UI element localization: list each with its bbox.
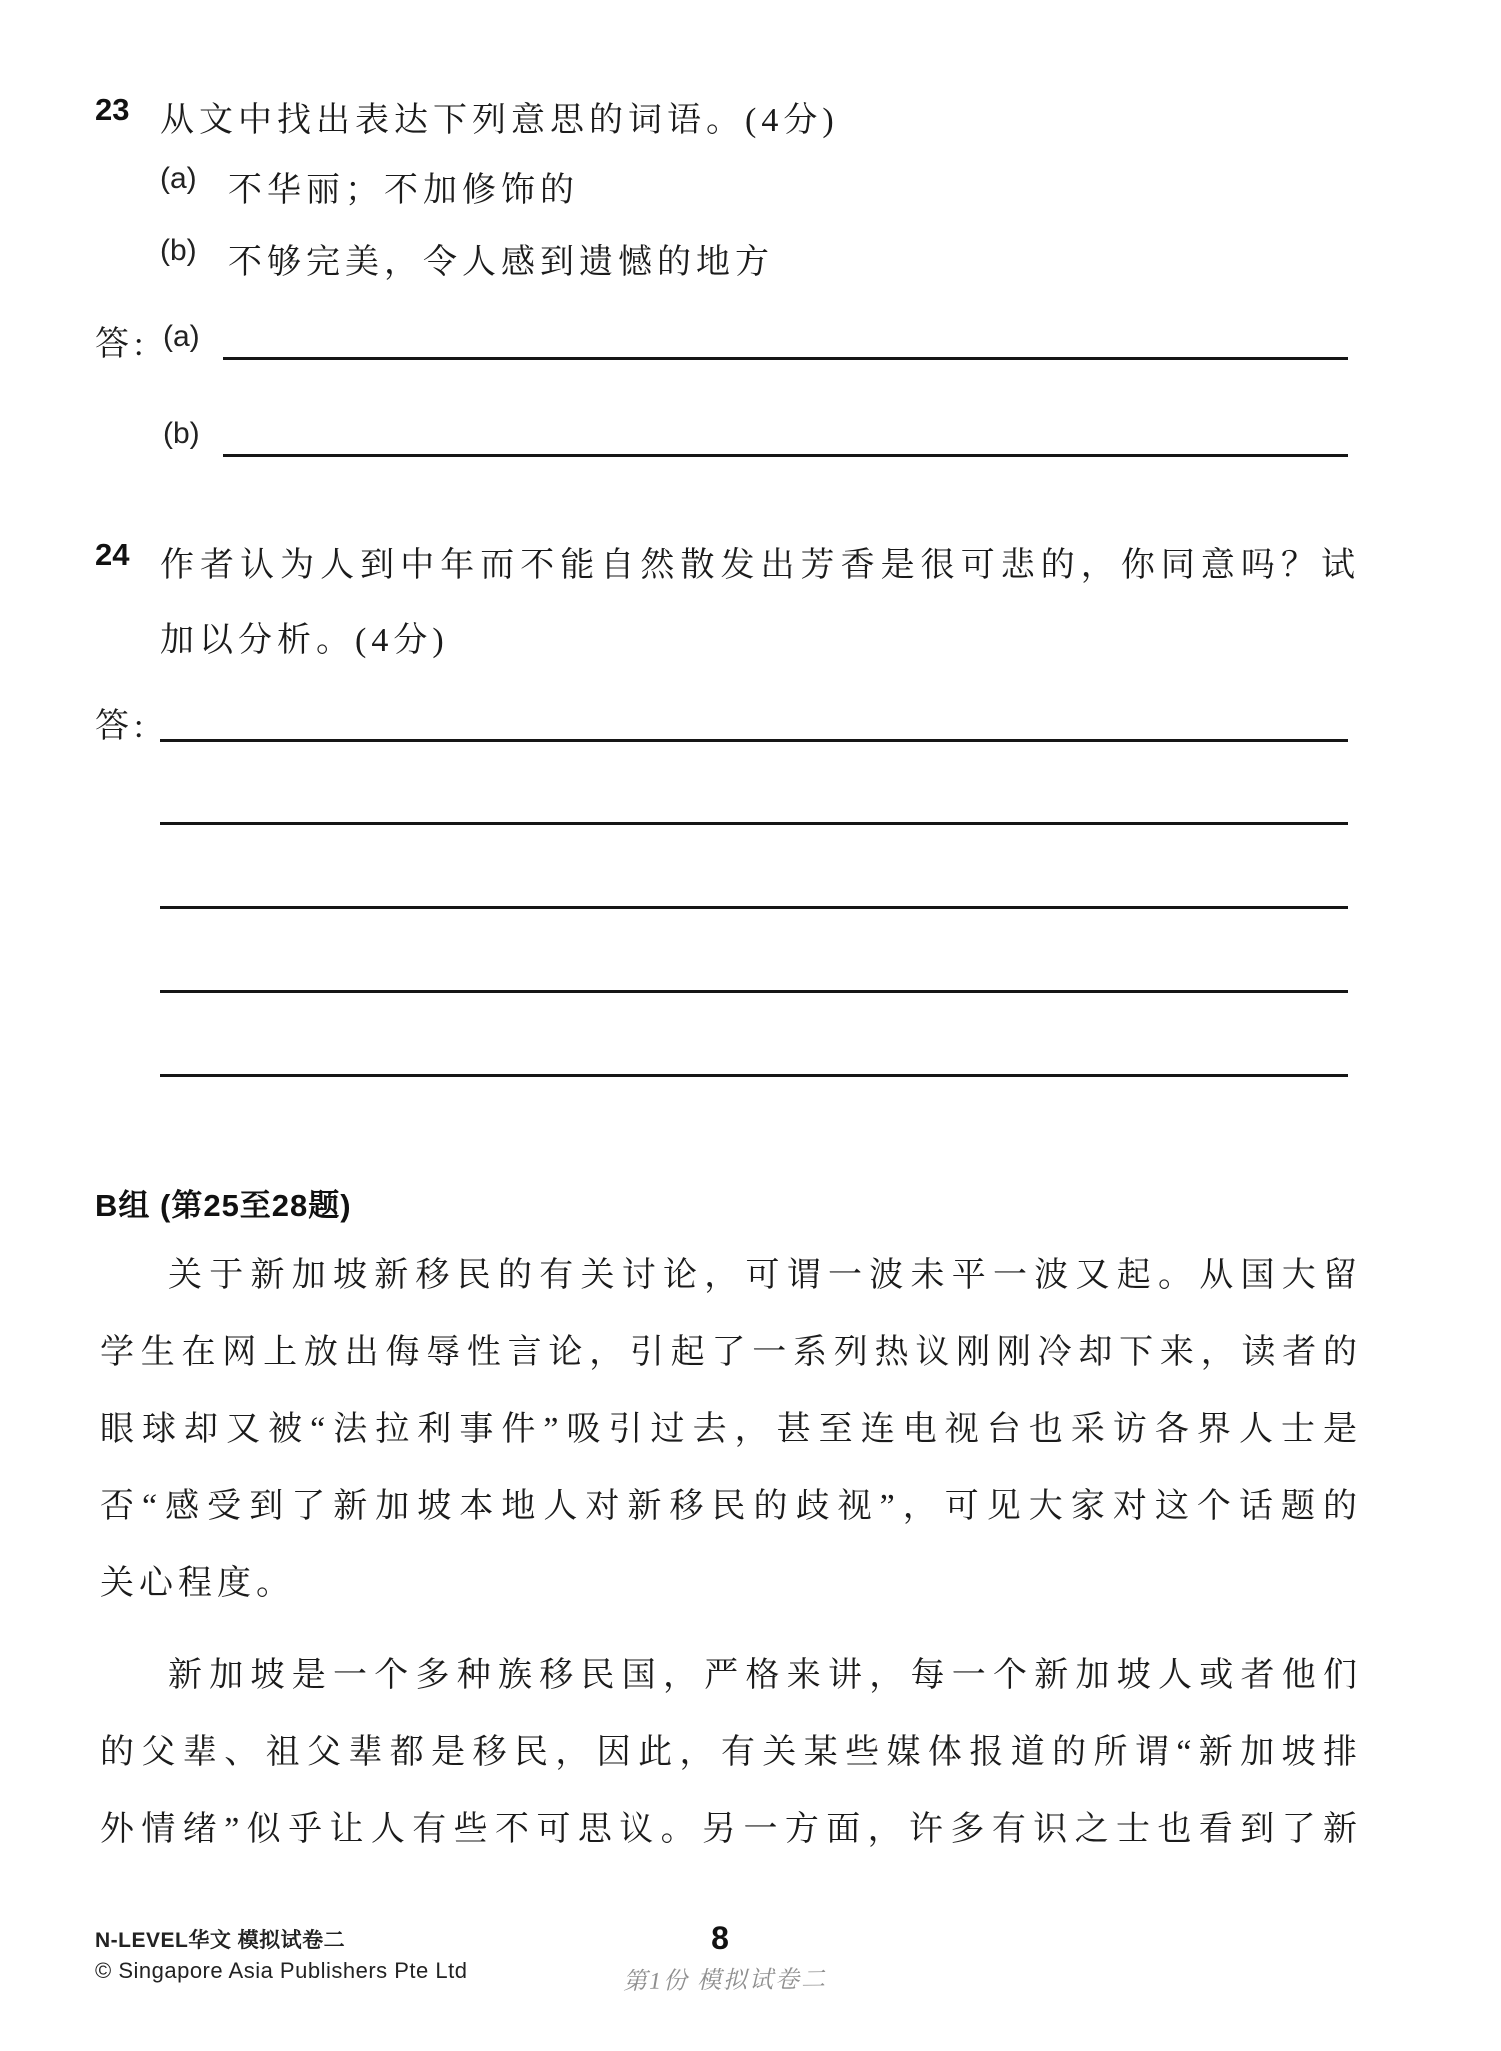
passage-paragraph-2 xyxy=(100,1637,1362,1868)
question-24 xyxy=(95,537,1360,586)
paragraph-line: 新加坡是一个多种族移民国，严格来讲，每一个新加坡人或者他们 xyxy=(168,1657,1362,1694)
item-a-text: 不华丽；不加修饰的 xyxy=(228,172,579,209)
answer-23a-row xyxy=(95,316,1348,363)
question-23-item-a xyxy=(160,162,579,211)
footer-left xyxy=(95,1924,467,1984)
answer-prefix: 答: xyxy=(95,326,149,363)
question-23-item-b xyxy=(160,234,774,283)
question-23-number: 23 xyxy=(95,92,130,127)
paragraph-line: 眼球却又被“法拉利事件”吸引过去，甚至连电视台也采访各界人士是 xyxy=(100,1411,1362,1448)
paragraph-line: 外情绪”似乎让人有些不可思议。另一方面，许多有识之士也看到了新 xyxy=(100,1811,1362,1848)
question-23-text: 从文中找出表达下列意思的词语。(4分) xyxy=(160,102,839,139)
answer-24-line-3 xyxy=(160,906,1348,909)
item-a-label: (a) xyxy=(160,162,197,195)
paragraph-line: 否“感受到了新加坡本地人对新移民的歧视”，可见大家对这个话题的 xyxy=(100,1488,1362,1525)
answer-23b-line xyxy=(223,454,1348,457)
question-24-line2 xyxy=(160,612,449,661)
handwritten-footer-note: 第1份 模拟试卷二 xyxy=(622,1966,828,1996)
question-23 xyxy=(95,92,839,141)
answer-24-line-2 xyxy=(160,822,1348,825)
paragraph-line: 关心程度。 xyxy=(100,1565,295,1602)
paragraph-line: 的父辈、祖父辈都是移民，因此，有关某些媒体报道的所谓“新加坡排 xyxy=(100,1734,1362,1771)
answer-23b-row xyxy=(95,413,1348,457)
footer-copyright: © Singapore Asia Publishers Pte Ltd xyxy=(95,1958,468,1983)
item-b-label: (b) xyxy=(160,234,197,267)
footer-series-title: N-LEVEL华文 模拟试卷二 xyxy=(95,1929,346,1952)
passage-paragraph-1 xyxy=(100,1237,1362,1622)
answer-23b-label: (b) xyxy=(163,417,200,450)
paragraph-line: 学生在网上放出侮辱性言论，引起了一系列热议刚刚冷却下来，读者的 xyxy=(100,1334,1362,1371)
item-b-text: 不够完美，令人感到遗憾的地方 xyxy=(228,244,774,281)
answer-prefix: 答: xyxy=(95,708,149,745)
answer-24-row xyxy=(95,698,1348,745)
answer-24-line-5 xyxy=(160,1074,1348,1077)
question-24-text-line2: 加以分析。(4分) xyxy=(160,622,449,659)
question-24-number: 24 xyxy=(95,537,130,572)
answer-23a-label: (a) xyxy=(163,320,200,353)
answer-23a-line xyxy=(223,357,1348,360)
paragraph-line: 关于新加坡新移民的有关讨论，可谓一波未平一波又起。从国大留 xyxy=(168,1257,1362,1294)
page-number: 8 xyxy=(711,1920,729,1956)
section-b-heading: B组 (第25至28题) xyxy=(95,1188,352,1223)
answer-24-line-4 xyxy=(160,990,1348,993)
answer-24-line-1 xyxy=(160,739,1348,742)
question-24-text-line1: 作者认为人到中年而不能自然散发出芳香是很可悲的，你同意吗？试 xyxy=(160,547,1360,584)
